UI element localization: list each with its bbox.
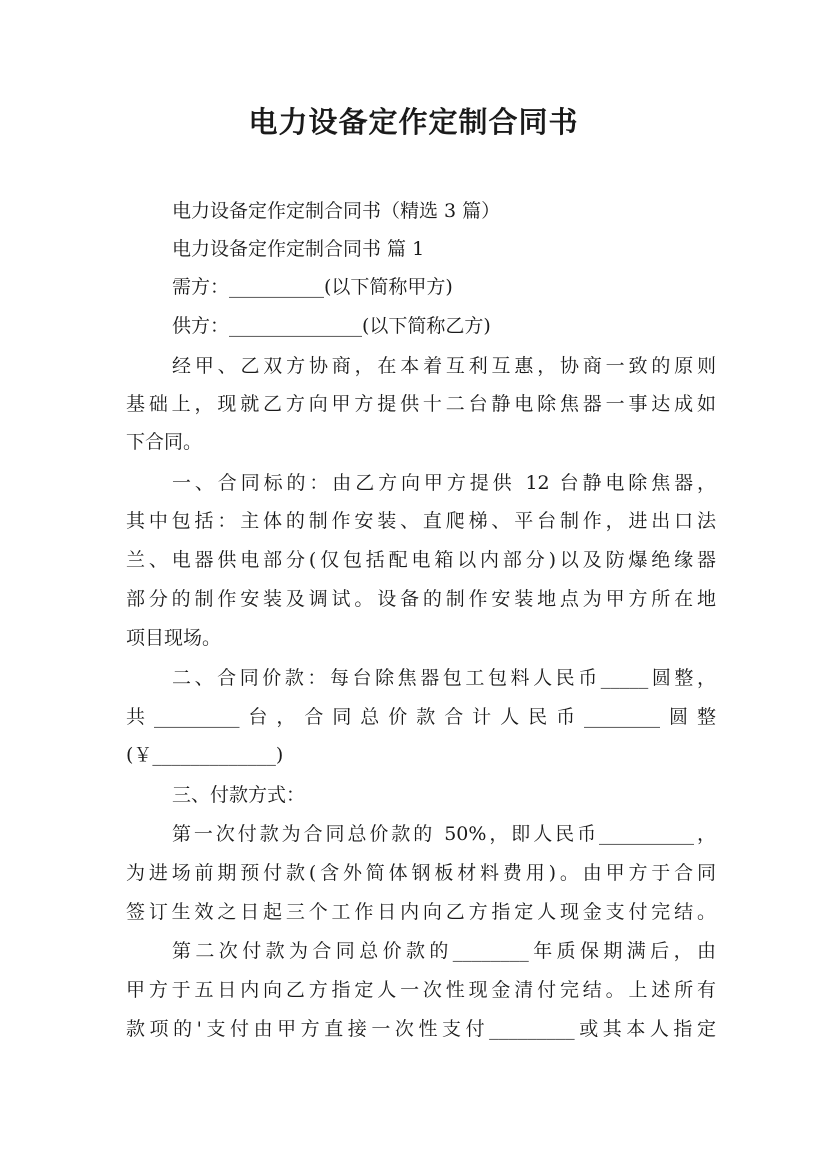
paragraph-line: 兰、电器供电部分(仅包括配电箱以内部分)以及防爆绝缘器 — [126, 549, 716, 571]
paragraph-line: 部分的制作安装及调试。设备的制作安装地点为甲方所在地 — [126, 588, 716, 610]
paragraph-line: 下合同。 — [126, 431, 203, 453]
paragraph-line: 共_________台，合同总价款合计人民币________圆整 — [126, 706, 716, 728]
paragraph-line: 一、合同标的：由乙方向甲方提供 12 台静电除焦器， — [172, 472, 716, 494]
paragraph-line: 项目现场。 — [126, 627, 222, 649]
section-heading: 电力设备定作定制合同书 篇 1 — [172, 238, 425, 260]
paragraph-line: 其中包括：主体的制作安装、直爬梯、平台制作，进出口法 — [126, 510, 716, 532]
paragraph-line: 款项的'支付由甲方直接一次性支付_________或其本人指定 — [126, 1018, 716, 1040]
document-title: 电力设备定作定制合同书 — [248, 105, 579, 139]
supplier-line: 供方：______________(以下简称乙方) — [172, 315, 491, 337]
paragraph-line: (￥_____________) — [126, 744, 284, 766]
paragraph-line: 甲方于五日内向乙方指定人一次性现金清付完结。上述所有 — [126, 979, 716, 1001]
paragraph-line: 第一次付款为合同总价款的 50%，即人民币__________， — [172, 823, 716, 845]
subtitle-line: 电力设备定作定制合同书（精选 3 篇） — [172, 200, 501, 222]
paragraph-line: 第二次付款为合同总价款的________年质保期满后，由 — [172, 940, 716, 962]
paragraph-line: 二、合同价款：每台除焦器包工包料人民币_____圆整， — [172, 667, 716, 689]
paragraph-line: 经甲、乙双方协商，在本着互利互惠，协商一致的原则 — [172, 355, 716, 377]
paragraph-line: 为进场前期预付款(含外简体钢板材料费用)。由甲方于合同 — [126, 862, 716, 884]
buyer-line: 需方：__________(以下简称甲方) — [172, 276, 453, 298]
section-heading: 三、付款方式： — [172, 784, 306, 806]
paragraph-line: 基础上，现就乙方向甲方提供十二台静电除焦器一事达成如 — [126, 393, 716, 415]
paragraph-line: 签订生效之日起三个工作日内向乙方指定人现金支付完结。 — [126, 901, 716, 923]
